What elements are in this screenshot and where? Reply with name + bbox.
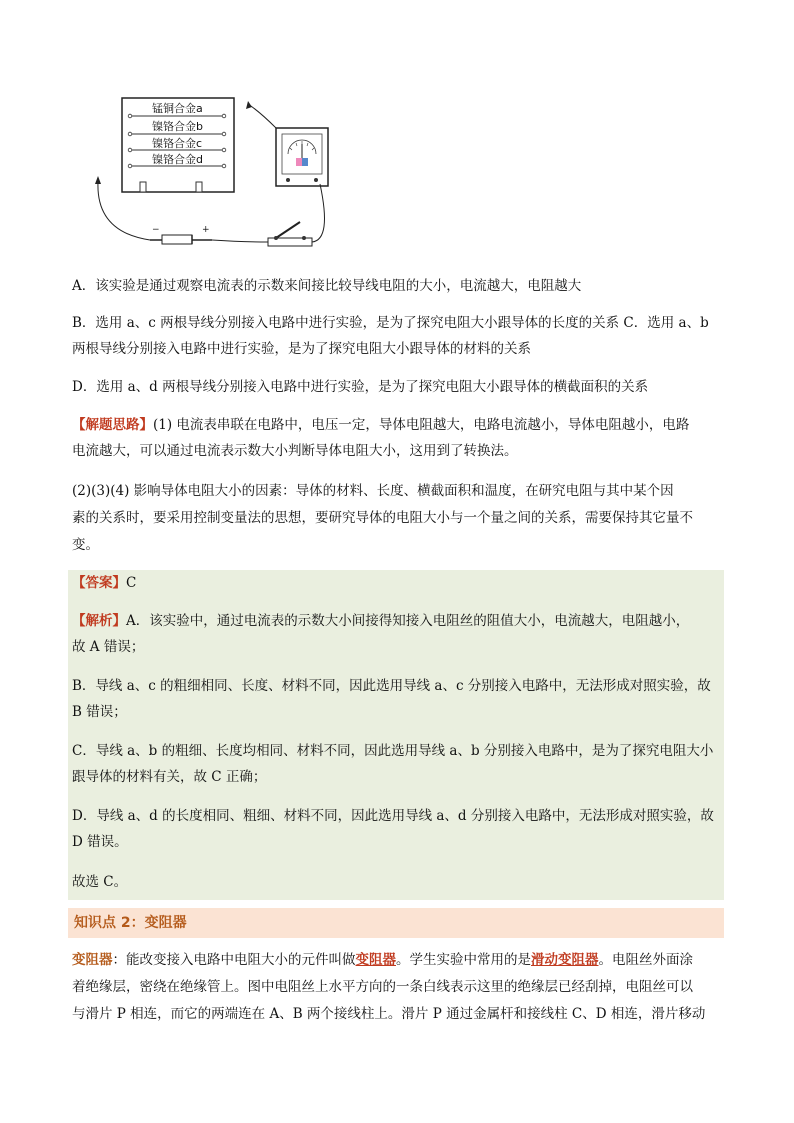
answer-value: C [126,575,137,591]
thinking-line1: 【解题思路】(1) 电流表串联在电路中，电压一定，导体电阻越大，电路电流越小，导体电阻越小，电路 [72,417,690,433]
analysis-a-line1: 【解析】A．该实验中，通过电流表的示数大小间接得知接入电阻丝的阻值大小，电流越大，电阻越小， [72,613,690,629]
rheostat-line1: 变阻器：能改变接入电路中电阻大小的元件叫做变阻器。学生实验中常用的是滑动变阻器。电阻丝外面涂 [72,952,693,968]
thinking-p2-line2: 素的关系时，要采用控制变量法的思想，要研究导体的电阻大小与一个量之间的关系，需要保持其它量不 [72,510,693,526]
analysis-c-line1: C．导线 a、b 的粗细、长度均相同、材料不同，因此选用导线 a、b 分别接入电路中，是为了探究电阻大小 [72,743,714,759]
analysis-b-line2: B 错误； [72,704,127,720]
option-a: A．该实验是通过观察电流表的示数来间接比较导线电阻的大小，电流越大，电阻越大 [72,278,582,294]
analysis-d-line2: D 错误。 [72,834,128,850]
option-d: D．选用 a、d 两根导线分别接入电路中进行实验，是为了探究电阻大小跟导体的横截面积的关系 [72,379,649,395]
battery [150,225,212,244]
analysis-a-line2: 故 A 错误； [72,639,145,655]
wire-label-c: 镍铬合金c [152,137,203,150]
analysis-conclusion: 故选 C。 [72,874,128,890]
svg-text:+: + [202,225,210,235]
knowledge-point-title: 知识点 2：变阻器 [74,915,187,931]
switch [268,222,312,246]
term-rheostat: 变阻器 [355,952,396,968]
svg-text:−: − [152,225,160,235]
ammeter [276,128,328,186]
circuit-figure [92,92,352,260]
knowledge-point-band [68,908,724,938]
option-b-c-line2: 两根导线分别接入电路中进行实验，是为了探究电阻大小跟导体的材料的关系 [72,341,531,357]
rheostat-label: 变阻器 [72,952,113,968]
answer-line [72,570,724,596]
analysis-b-line1: B．导线 a、c 的粗细相同、长度、材料不同，因此选用导线 a、c 分别接入电路中，无法形成对照实验，故 [72,678,711,694]
answer-label: 【答案】 [72,575,126,591]
analysis-label: 【解析】 [72,613,126,629]
analysis-c-line2: 跟导体的材料有关，故 C 正确； [72,769,267,785]
wire-label-d: 镍铬合金d [152,153,203,166]
thinking-label: 【解题思路】 [72,417,153,433]
rheostat-line2: 着绝缘层，密绕在绝缘管上。图中电阻丝上水平方向的一条白线表示这里的绝缘层已经刮掉，电阻丝可以 [72,979,693,995]
analysis-d-line1: D．导线 a、d 的长度相同、粗细、材料不同，因此选用导线 a、d 分别接入电路中，无法形成对照实验，故 [72,808,714,824]
option-b-c-line1: B．选用 a、c 两根导线分别接入电路中进行实验，是为了探究电阻大小跟导体的长度的关系 C．选用 a、b [72,315,709,331]
thinking-line2: 电流越大，可以通过电流表示数大小判断导体电阻大小，这用到了转换法。 [72,443,518,459]
thinking-p2-line1: (2)(3)(4) 影响导体电阻大小的因素：导体的材料、长度、横截面积和温度，在研究电阻与其中某个因 [72,483,674,499]
wire-label-a: 锰铜合金a [152,102,203,115]
rheostat-line3: 与滑片 P 相连，而它的两端连在 A、B 两个接线柱上。滑片 P 通过金属杆和接线柱 C、D 相连，滑片移动 [72,1006,706,1022]
thinking-p2-line3: 变。 [72,537,99,553]
wire-label-b: 镍铬合金b [152,120,203,133]
term-sliding-rheostat: 滑动变阻器 [531,952,599,968]
